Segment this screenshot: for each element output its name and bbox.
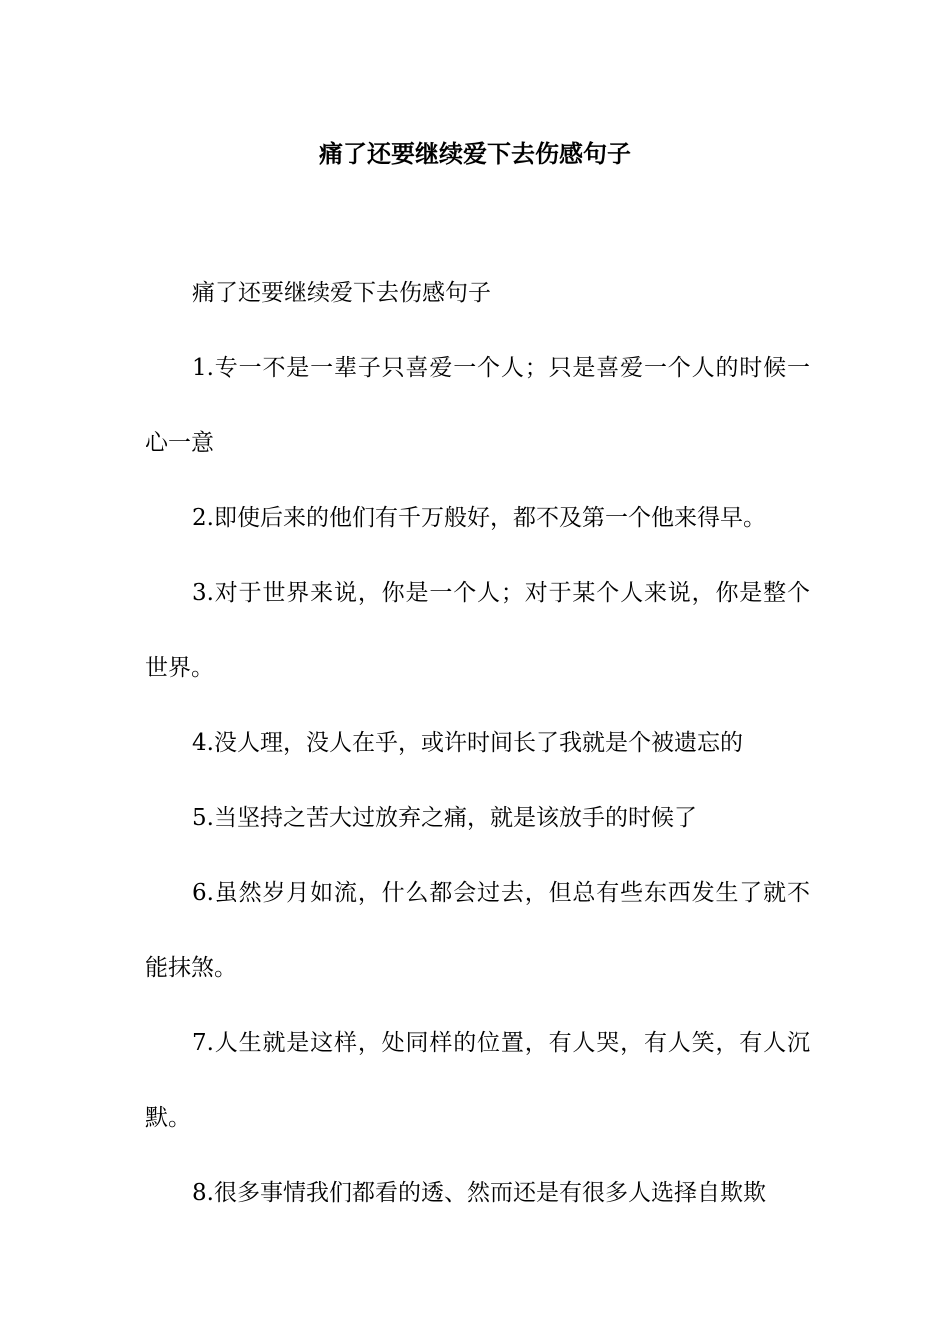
- paragraph-item-4: 4.没人理，没人在乎，或许时间长了我就是个被遗忘的: [192, 730, 743, 756]
- paragraph-item-3: 3.对于世界来说，你是一个人；对于某个人来说，你是整个世界。: [145, 580, 810, 681]
- paragraph-item-5: 5.当坚持之苦大过放弃之痛，就是该放手的时候了: [192, 805, 697, 831]
- paragraph-item-6: 6.虽然岁月如流，什么都会过去，但总有些东西发生了就不能抹煞。: [145, 880, 810, 981]
- paragraph-item-1: 1.专一不是一辈子只喜爱一个人；只是喜爱一个人的时候一心一意: [145, 355, 810, 456]
- paragraph-item-7: 7.人生就是这样，处同样的位置，有人哭，有人笑，有人沉默。: [145, 1030, 810, 1131]
- paragraph-item-2: 2.即使后来的他们有千万般好，都不及第一个他来得早。: [192, 505, 766, 531]
- paragraph-item-8: 8.很多事情我们都看的透、然而还是有很多人选择自欺欺: [192, 1180, 766, 1206]
- document-body: [145, 256, 810, 1231]
- document-title: 痛了还要继续爱下去伤感句子: [319, 140, 631, 168]
- paragraph-subtitle: 痛了还要继续爱下去伤感句子: [192, 280, 491, 306]
